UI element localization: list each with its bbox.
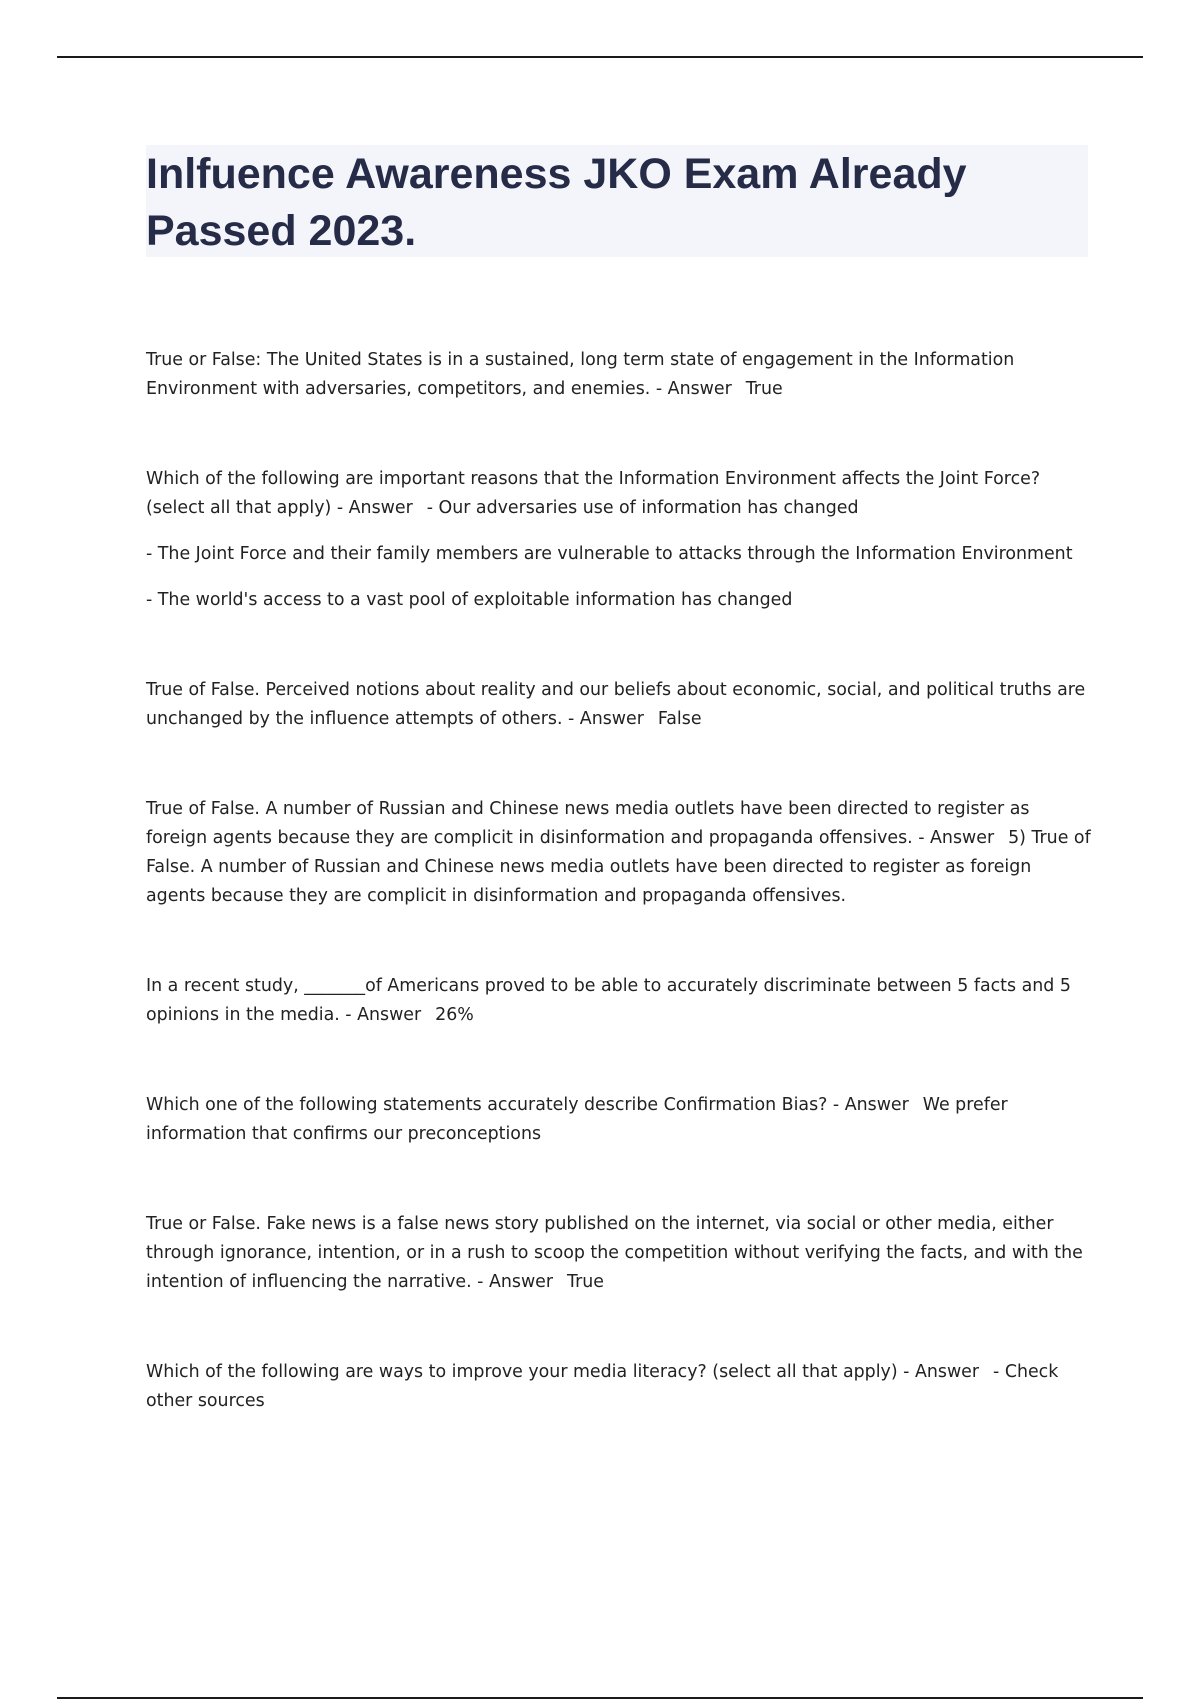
qa-paragraph xyxy=(146,1358,1096,1416)
document-body xyxy=(146,346,1096,1477)
qa-paragraph xyxy=(146,1210,1096,1297)
answer-label: - Answer xyxy=(568,709,644,729)
qa-paragraph xyxy=(146,346,1096,404)
qa-paragraph xyxy=(146,465,1096,523)
qa-paragraph xyxy=(146,972,1096,1030)
qa-item xyxy=(146,972,1096,1030)
answer-continuation: - The world's access to a vast pool of exploitable information has changed xyxy=(146,590,793,610)
answer-text: - Our adversaries use of information has changed xyxy=(426,498,859,518)
question-text: Which of the following are important reasons that the Information Environment affects the Joint Force? (select all that apply) xyxy=(146,469,1041,518)
qa-item xyxy=(146,346,1096,404)
answer-label: - Answer xyxy=(336,498,413,518)
document-title: Inlfuence Awareness JKO Exam Already Passed 2023. xyxy=(146,150,967,255)
answer-label: - Answer xyxy=(832,1095,909,1115)
question-text: Which of the following are ways to improve your media literacy? (select all that apply) xyxy=(146,1362,898,1382)
qa-item xyxy=(146,1210,1096,1297)
answer-text: 5) True of False. A number of Russian and Chinese news media outlets have been directed to register as foreign agents because they are complicit in disinformation and propaganda offensives. xyxy=(146,828,1091,906)
answer-text: True xyxy=(745,379,783,399)
qa-item xyxy=(146,1091,1096,1149)
qa-paragraph xyxy=(146,795,1096,911)
qa-item xyxy=(146,465,1096,615)
header-rule xyxy=(57,56,1143,58)
answer-label: - Answer xyxy=(903,1362,980,1382)
question-text: True of False. Perceived notions about reality and our beliefs about economic, social, and political truths are unchanged by the influence attempts of others. xyxy=(146,680,1086,729)
question-text: Which one of the following statements accurately describe Confirmation Bias? xyxy=(146,1095,828,1115)
qa-paragraph xyxy=(146,1091,1096,1149)
question-text: True or False. Fake news is a false news story published on the internet, via social or other media, either through ignorance, intention, or in a rush to scoop the competition without verifying the facts, and with the intention of influencing the narrative. xyxy=(146,1214,1083,1292)
answer-text: 26% xyxy=(435,1005,474,1025)
answer-label: - Answer xyxy=(345,1005,422,1025)
answer-text: False xyxy=(657,709,702,729)
qa-item xyxy=(146,676,1096,734)
answer-label: - Answer xyxy=(477,1272,554,1292)
answer-label: - Answer xyxy=(918,828,995,848)
qa-item xyxy=(146,795,1096,911)
answer-text: We prefer information that confirms our preconceptions xyxy=(146,1095,1008,1144)
question-text: True of False. A number of Russian and Chinese news media outlets have been directed to register as foreign agents because they are complicit in disinformation and propaganda offensives. xyxy=(146,799,1030,848)
question-text: In a recent study, _______of Americans proved to be able to accurately discriminate between 5 facts and 5 opinions in the media. xyxy=(146,976,1071,1025)
qa-item xyxy=(146,1358,1096,1416)
footer-rule xyxy=(57,1697,1143,1699)
answer-label: - Answer xyxy=(655,379,732,399)
answer-text: True xyxy=(567,1272,604,1292)
question-text: True or False: The United States is in a sustained, long term state of engagement in the Information Environment with adversaries, competitors, and enemies. xyxy=(146,350,1015,399)
answer-continuation: - The Joint Force and their family members are vulnerable to attacks through the Information Environment xyxy=(146,544,1073,564)
qa-paragraph xyxy=(146,676,1096,734)
answer-text: - Check other sources xyxy=(146,1362,1059,1411)
